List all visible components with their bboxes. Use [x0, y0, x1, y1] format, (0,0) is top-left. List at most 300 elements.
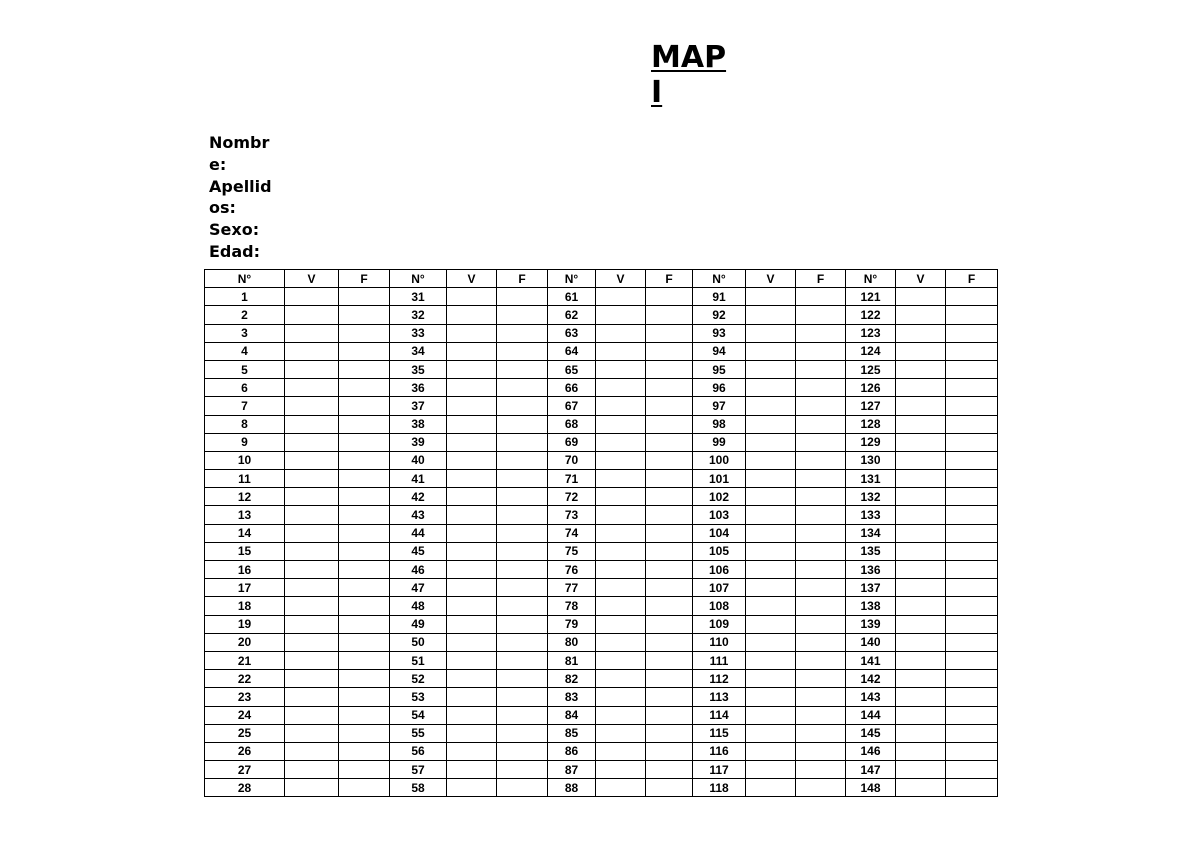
- answer-true-cell[interactable]: [746, 451, 796, 469]
- answer-true-cell[interactable]: [896, 688, 946, 706]
- answer-false-cell[interactable]: [796, 724, 846, 742]
- answer-false-cell[interactable]: [796, 451, 846, 469]
- answer-true-cell[interactable]: [447, 561, 497, 579]
- answer-true-cell[interactable]: [285, 615, 339, 633]
- answer-true-cell[interactable]: [285, 288, 339, 306]
- table-row: [205, 597, 998, 615]
- answer-false-cell[interactable]: [946, 360, 998, 378]
- answer-true-cell[interactable]: [447, 342, 497, 360]
- answer-false-cell[interactable]: [339, 324, 390, 342]
- answer-true-cell[interactable]: [285, 561, 339, 579]
- answer-false-cell[interactable]: [946, 451, 998, 469]
- table-row: [205, 706, 998, 724]
- answer-false-cell[interactable]: [646, 633, 693, 651]
- answer-false-cell[interactable]: [796, 360, 846, 378]
- answer-true-cell[interactable]: [746, 688, 796, 706]
- answer-false-cell[interactable]: [497, 397, 548, 415]
- answer-true-cell[interactable]: [596, 579, 646, 597]
- answer-false-cell[interactable]: [796, 779, 846, 797]
- answer-true-cell[interactable]: [896, 597, 946, 615]
- answer-true-cell[interactable]: [896, 397, 946, 415]
- answer-true-cell[interactable]: [596, 451, 646, 469]
- answer-true-cell[interactable]: [447, 779, 497, 797]
- item-number: 146: [846, 742, 896, 760]
- answer-true-cell[interactable]: [285, 342, 339, 360]
- answer-false-cell[interactable]: [796, 379, 846, 397]
- answer-false-cell[interactable]: [796, 615, 846, 633]
- answer-true-cell[interactable]: [596, 561, 646, 579]
- answer-false-cell[interactable]: [946, 688, 998, 706]
- answer-true-cell[interactable]: [285, 379, 339, 397]
- item-number: 82: [548, 670, 596, 688]
- answer-false-cell[interactable]: [339, 360, 390, 378]
- item-number: 94: [693, 342, 746, 360]
- answer-false-cell[interactable]: [497, 288, 548, 306]
- answer-true-cell[interactable]: [285, 415, 339, 433]
- answer-true-cell[interactable]: [447, 488, 497, 506]
- answer-true-cell[interactable]: [285, 761, 339, 779]
- answer-false-cell[interactable]: [497, 470, 548, 488]
- answer-true-cell[interactable]: [896, 615, 946, 633]
- answer-true-cell[interactable]: [896, 470, 946, 488]
- answer-false-cell[interactable]: [946, 615, 998, 633]
- answer-false-cell[interactable]: [339, 506, 390, 524]
- answer-false-cell[interactable]: [339, 561, 390, 579]
- answer-false-cell[interactable]: [646, 324, 693, 342]
- answer-true-cell[interactable]: [285, 397, 339, 415]
- answer-false-cell[interactable]: [646, 524, 693, 542]
- answer-true-cell[interactable]: [746, 324, 796, 342]
- answer-true-cell[interactable]: [596, 360, 646, 378]
- answer-false-cell[interactable]: [796, 542, 846, 560]
- answer-false-cell[interactable]: [339, 542, 390, 560]
- answer-false-cell[interactable]: [946, 779, 998, 797]
- answer-true-cell[interactable]: [285, 451, 339, 469]
- answer-false-cell[interactable]: [796, 670, 846, 688]
- answer-false-cell[interactable]: [497, 415, 548, 433]
- answer-true-cell[interactable]: [447, 324, 497, 342]
- answer-true-cell[interactable]: [447, 742, 497, 760]
- table-row: [205, 488, 998, 506]
- answer-false-cell[interactable]: [497, 542, 548, 560]
- answer-true-cell[interactable]: [746, 724, 796, 742]
- answer-true-cell[interactable]: [896, 342, 946, 360]
- answer-true-cell[interactable]: [596, 651, 646, 669]
- answer-true-cell[interactable]: [596, 433, 646, 451]
- answer-true-cell[interactable]: [285, 542, 339, 560]
- answer-true-cell[interactable]: [285, 651, 339, 669]
- item-number: 121: [846, 288, 896, 306]
- answer-false-cell[interactable]: [946, 324, 998, 342]
- answer-false-cell[interactable]: [646, 670, 693, 688]
- answer-false-cell[interactable]: [646, 561, 693, 579]
- answer-true-cell[interactable]: [447, 579, 497, 597]
- answer-false-cell[interactable]: [796, 742, 846, 760]
- answer-true-cell[interactable]: [896, 651, 946, 669]
- answer-true-cell[interactable]: [447, 670, 497, 688]
- answer-true-cell[interactable]: [896, 433, 946, 451]
- answer-true-cell[interactable]: [447, 451, 497, 469]
- answer-true-cell[interactable]: [746, 761, 796, 779]
- answer-true-cell[interactable]: [896, 506, 946, 524]
- answer-true-cell[interactable]: [746, 470, 796, 488]
- answer-true-cell[interactable]: [447, 542, 497, 560]
- answer-false-cell[interactable]: [796, 324, 846, 342]
- item-number: 12: [205, 488, 285, 506]
- answer-true-cell[interactable]: [596, 633, 646, 651]
- answer-false-cell[interactable]: [339, 779, 390, 797]
- answer-false-cell[interactable]: [497, 360, 548, 378]
- answer-true-cell[interactable]: [596, 724, 646, 742]
- answer-false-cell[interactable]: [946, 470, 998, 488]
- answer-true-cell[interactable]: [596, 288, 646, 306]
- answer-false-cell[interactable]: [497, 651, 548, 669]
- answer-true-cell[interactable]: [896, 415, 946, 433]
- answer-true-cell[interactable]: [596, 397, 646, 415]
- answer-false-cell[interactable]: [946, 742, 998, 760]
- item-number: 34: [390, 342, 447, 360]
- answer-false-cell[interactable]: [497, 488, 548, 506]
- answer-false-cell[interactable]: [946, 415, 998, 433]
- answer-true-cell[interactable]: [285, 742, 339, 760]
- answer-false-cell[interactable]: [497, 688, 548, 706]
- answer-true-cell[interactable]: [746, 597, 796, 615]
- answer-false-cell[interactable]: [946, 597, 998, 615]
- answer-true-cell[interactable]: [596, 324, 646, 342]
- answer-false-cell[interactable]: [796, 761, 846, 779]
- answer-true-cell[interactable]: [596, 597, 646, 615]
- answer-false-cell[interactable]: [497, 724, 548, 742]
- answer-false-cell[interactable]: [796, 561, 846, 579]
- answer-true-cell[interactable]: [447, 506, 497, 524]
- answer-false-cell[interactable]: [339, 415, 390, 433]
- answer-false-cell[interactable]: [497, 506, 548, 524]
- answer-false-cell[interactable]: [946, 524, 998, 542]
- answer-true-cell[interactable]: [896, 633, 946, 651]
- answer-true-cell[interactable]: [447, 433, 497, 451]
- answer-true-cell[interactable]: [596, 379, 646, 397]
- answer-false-cell[interactable]: [646, 597, 693, 615]
- answer-true-cell[interactable]: [596, 670, 646, 688]
- answer-false-cell[interactable]: [646, 379, 693, 397]
- answer-false-cell[interactable]: [646, 415, 693, 433]
- answer-true-cell[interactable]: [285, 324, 339, 342]
- answer-false-cell[interactable]: [339, 706, 390, 724]
- answer-false-cell[interactable]: [497, 597, 548, 615]
- item-number: 145: [846, 724, 896, 742]
- answer-false-cell[interactable]: [497, 761, 548, 779]
- answer-false-cell[interactable]: [946, 561, 998, 579]
- answer-true-cell[interactable]: [746, 561, 796, 579]
- answer-false-cell[interactable]: [339, 688, 390, 706]
- answer-true-cell[interactable]: [447, 597, 497, 615]
- answer-false-cell[interactable]: [646, 615, 693, 633]
- answer-false-cell[interactable]: [339, 651, 390, 669]
- answer-false-cell[interactable]: [339, 288, 390, 306]
- answer-false-cell[interactable]: [946, 724, 998, 742]
- answer-false-cell[interactable]: [646, 360, 693, 378]
- answer-true-cell[interactable]: [896, 706, 946, 724]
- answer-false-cell[interactable]: [339, 306, 390, 324]
- answer-false-cell[interactable]: [946, 579, 998, 597]
- answer-false-cell[interactable]: [946, 379, 998, 397]
- item-number: 76: [548, 561, 596, 579]
- answer-true-cell[interactable]: [447, 288, 497, 306]
- answer-false-cell[interactable]: [339, 633, 390, 651]
- answer-true-cell[interactable]: [746, 633, 796, 651]
- answer-true-cell[interactable]: [746, 706, 796, 724]
- answer-false-cell[interactable]: [497, 561, 548, 579]
- answer-false-cell[interactable]: [946, 397, 998, 415]
- answer-false-cell[interactable]: [339, 470, 390, 488]
- answer-false-cell[interactable]: [646, 433, 693, 451]
- answer-false-cell[interactable]: [497, 779, 548, 797]
- answer-false-cell[interactable]: [497, 706, 548, 724]
- answer-true-cell[interactable]: [746, 579, 796, 597]
- answer-false-cell[interactable]: [646, 779, 693, 797]
- answer-false-cell[interactable]: [646, 451, 693, 469]
- answer-true-cell[interactable]: [896, 524, 946, 542]
- answer-true-cell[interactable]: [896, 324, 946, 342]
- answer-true-cell[interactable]: [896, 451, 946, 469]
- answer-true-cell[interactable]: [896, 306, 946, 324]
- answer-false-cell[interactable]: [339, 342, 390, 360]
- answer-true-cell[interactable]: [285, 579, 339, 597]
- answer-true-cell[interactable]: [746, 342, 796, 360]
- answer-false-cell[interactable]: [946, 761, 998, 779]
- answer-true-cell[interactable]: [285, 597, 339, 615]
- answer-false-cell[interactable]: [946, 706, 998, 724]
- answer-false-cell[interactable]: [796, 342, 846, 360]
- answer-true-cell[interactable]: [746, 488, 796, 506]
- answer-false-cell[interactable]: [646, 761, 693, 779]
- answer-true-cell[interactable]: [285, 706, 339, 724]
- answer-true-cell[interactable]: [596, 488, 646, 506]
- answer-true-cell[interactable]: [596, 761, 646, 779]
- answer-false-cell[interactable]: [497, 633, 548, 651]
- answer-true-cell[interactable]: [596, 706, 646, 724]
- answer-false-cell[interactable]: [339, 379, 390, 397]
- answer-false-cell[interactable]: [946, 306, 998, 324]
- answer-false-cell[interactable]: [646, 470, 693, 488]
- item-number: 56: [390, 742, 447, 760]
- answer-false-cell[interactable]: [339, 488, 390, 506]
- answer-false-cell[interactable]: [339, 597, 390, 615]
- answer-true-cell[interactable]: [896, 360, 946, 378]
- answer-true-cell[interactable]: [896, 488, 946, 506]
- answer-false-cell[interactable]: [796, 488, 846, 506]
- answer-true-cell[interactable]: [746, 415, 796, 433]
- answer-true-cell[interactable]: [896, 561, 946, 579]
- answer-false-cell[interactable]: [946, 633, 998, 651]
- answer-false-cell[interactable]: [646, 651, 693, 669]
- answer-true-cell[interactable]: [447, 688, 497, 706]
- answer-true-cell[interactable]: [447, 761, 497, 779]
- answer-true-cell[interactable]: [285, 433, 339, 451]
- item-number: 99: [693, 433, 746, 451]
- answer-false-cell[interactable]: [796, 688, 846, 706]
- answer-true-cell[interactable]: [746, 397, 796, 415]
- answer-false-cell[interactable]: [646, 542, 693, 560]
- answer-true-cell[interactable]: [746, 433, 796, 451]
- answer-true-cell[interactable]: [447, 397, 497, 415]
- answer-true-cell[interactable]: [896, 761, 946, 779]
- answer-false-cell[interactable]: [497, 451, 548, 469]
- answer-false-cell[interactable]: [497, 615, 548, 633]
- answer-false-cell[interactable]: [497, 306, 548, 324]
- answer-false-cell[interactable]: [497, 324, 548, 342]
- answer-false-cell[interactable]: [796, 706, 846, 724]
- answer-true-cell[interactable]: [285, 633, 339, 651]
- answer-false-cell[interactable]: [497, 342, 548, 360]
- answer-true-cell[interactable]: [746, 524, 796, 542]
- answer-true-cell[interactable]: [746, 288, 796, 306]
- answer-true-cell[interactable]: [746, 379, 796, 397]
- answer-true-cell[interactable]: [746, 306, 796, 324]
- answer-true-cell[interactable]: [746, 615, 796, 633]
- answer-false-cell[interactable]: [497, 524, 548, 542]
- answer-true-cell[interactable]: [447, 379, 497, 397]
- answer-true-cell[interactable]: [447, 415, 497, 433]
- answer-true-cell[interactable]: [447, 524, 497, 542]
- answer-false-cell[interactable]: [946, 506, 998, 524]
- answer-true-cell[interactable]: [596, 306, 646, 324]
- answer-false-cell[interactable]: [646, 342, 693, 360]
- answer-true-cell[interactable]: [596, 506, 646, 524]
- answer-false-cell[interactable]: [497, 379, 548, 397]
- answer-true-cell[interactable]: [447, 724, 497, 742]
- answer-true-cell[interactable]: [596, 415, 646, 433]
- answer-false-cell[interactable]: [339, 615, 390, 633]
- answer-false-cell[interactable]: [339, 761, 390, 779]
- answer-true-cell[interactable]: [285, 470, 339, 488]
- answer-true-cell[interactable]: [447, 706, 497, 724]
- answer-false-cell[interactable]: [339, 397, 390, 415]
- answer-false-cell[interactable]: [339, 433, 390, 451]
- answer-false-cell[interactable]: [946, 342, 998, 360]
- answer-true-cell[interactable]: [746, 651, 796, 669]
- answer-false-cell[interactable]: [339, 742, 390, 760]
- answer-false-cell[interactable]: [339, 451, 390, 469]
- answer-true-cell[interactable]: [447, 633, 497, 651]
- answer-false-cell[interactable]: [796, 470, 846, 488]
- answer-true-cell[interactable]: [596, 542, 646, 560]
- answer-false-cell[interactable]: [946, 651, 998, 669]
- answer-true-cell[interactable]: [596, 524, 646, 542]
- answer-false-cell[interactable]: [497, 742, 548, 760]
- answer-false-cell[interactable]: [646, 742, 693, 760]
- answer-true-cell[interactable]: [447, 470, 497, 488]
- table-header-row: [205, 270, 998, 288]
- answer-false-cell[interactable]: [796, 524, 846, 542]
- answer-true-cell[interactable]: [896, 379, 946, 397]
- answer-true-cell[interactable]: [285, 779, 339, 797]
- answer-false-cell[interactable]: [796, 397, 846, 415]
- answer-true-cell[interactable]: [285, 524, 339, 542]
- answer-true-cell[interactable]: [447, 306, 497, 324]
- header-true: V: [896, 270, 946, 288]
- answer-true-cell[interactable]: [746, 360, 796, 378]
- answer-true-cell[interactable]: [285, 488, 339, 506]
- answer-true-cell[interactable]: [746, 742, 796, 760]
- answer-true-cell[interactable]: [596, 342, 646, 360]
- answer-true-cell[interactable]: [285, 506, 339, 524]
- answer-false-cell[interactable]: [339, 670, 390, 688]
- answer-true-cell[interactable]: [285, 360, 339, 378]
- answer-false-cell[interactable]: [796, 579, 846, 597]
- answer-true-cell[interactable]: [447, 615, 497, 633]
- answer-false-cell[interactable]: [646, 724, 693, 742]
- answer-true-cell[interactable]: [447, 651, 497, 669]
- answer-false-cell[interactable]: [796, 288, 846, 306]
- answer-true-cell[interactable]: [285, 688, 339, 706]
- answer-true-cell[interactable]: [596, 688, 646, 706]
- answer-true-cell[interactable]: [746, 506, 796, 524]
- answer-false-cell[interactable]: [339, 524, 390, 542]
- answer-false-cell[interactable]: [946, 488, 998, 506]
- answer-false-cell[interactable]: [646, 506, 693, 524]
- header-number: N°: [693, 270, 746, 288]
- answer-true-cell[interactable]: [896, 670, 946, 688]
- item-number: 11: [205, 470, 285, 488]
- answer-false-cell[interactable]: [646, 706, 693, 724]
- answer-false-cell[interactable]: [946, 670, 998, 688]
- answer-false-cell[interactable]: [946, 288, 998, 306]
- answer-true-cell[interactable]: [285, 724, 339, 742]
- answer-true-cell[interactable]: [596, 615, 646, 633]
- answer-true-cell[interactable]: [896, 288, 946, 306]
- answer-false-cell[interactable]: [646, 488, 693, 506]
- answer-false-cell[interactable]: [646, 397, 693, 415]
- answer-false-cell[interactable]: [339, 579, 390, 597]
- answer-false-cell[interactable]: [946, 433, 998, 451]
- answer-false-cell[interactable]: [796, 651, 846, 669]
- answer-true-cell[interactable]: [596, 742, 646, 760]
- answer-true-cell[interactable]: [896, 779, 946, 797]
- answer-false-cell[interactable]: [946, 542, 998, 560]
- answer-false-cell[interactable]: [339, 724, 390, 742]
- item-number: 143: [846, 688, 896, 706]
- answer-false-cell[interactable]: [796, 506, 846, 524]
- answer-false-cell[interactable]: [796, 633, 846, 651]
- answer-false-cell[interactable]: [796, 597, 846, 615]
- answer-false-cell[interactable]: [796, 433, 846, 451]
- answer-true-cell[interactable]: [746, 779, 796, 797]
- answer-false-cell[interactable]: [796, 415, 846, 433]
- answer-true-cell[interactable]: [285, 306, 339, 324]
- item-number: 128: [846, 415, 896, 433]
- item-number: 68: [548, 415, 596, 433]
- answer-false-cell[interactable]: [796, 306, 846, 324]
- answer-false-cell[interactable]: [497, 433, 548, 451]
- answer-false-cell[interactable]: [497, 579, 548, 597]
- answer-false-cell[interactable]: [646, 688, 693, 706]
- answer-true-cell[interactable]: [746, 542, 796, 560]
- answer-true-cell[interactable]: [596, 779, 646, 797]
- answer-true-cell[interactable]: [447, 360, 497, 378]
- answer-true-cell[interactable]: [896, 724, 946, 742]
- answer-true-cell[interactable]: [285, 670, 339, 688]
- answer-true-cell[interactable]: [596, 470, 646, 488]
- answer-true-cell[interactable]: [896, 742, 946, 760]
- answer-false-cell[interactable]: [646, 306, 693, 324]
- answer-false-cell[interactable]: [646, 579, 693, 597]
- answer-true-cell[interactable]: [746, 670, 796, 688]
- answer-false-cell[interactable]: [646, 288, 693, 306]
- answer-true-cell[interactable]: [896, 542, 946, 560]
- answer-true-cell[interactable]: [896, 579, 946, 597]
- answer-false-cell[interactable]: [497, 670, 548, 688]
